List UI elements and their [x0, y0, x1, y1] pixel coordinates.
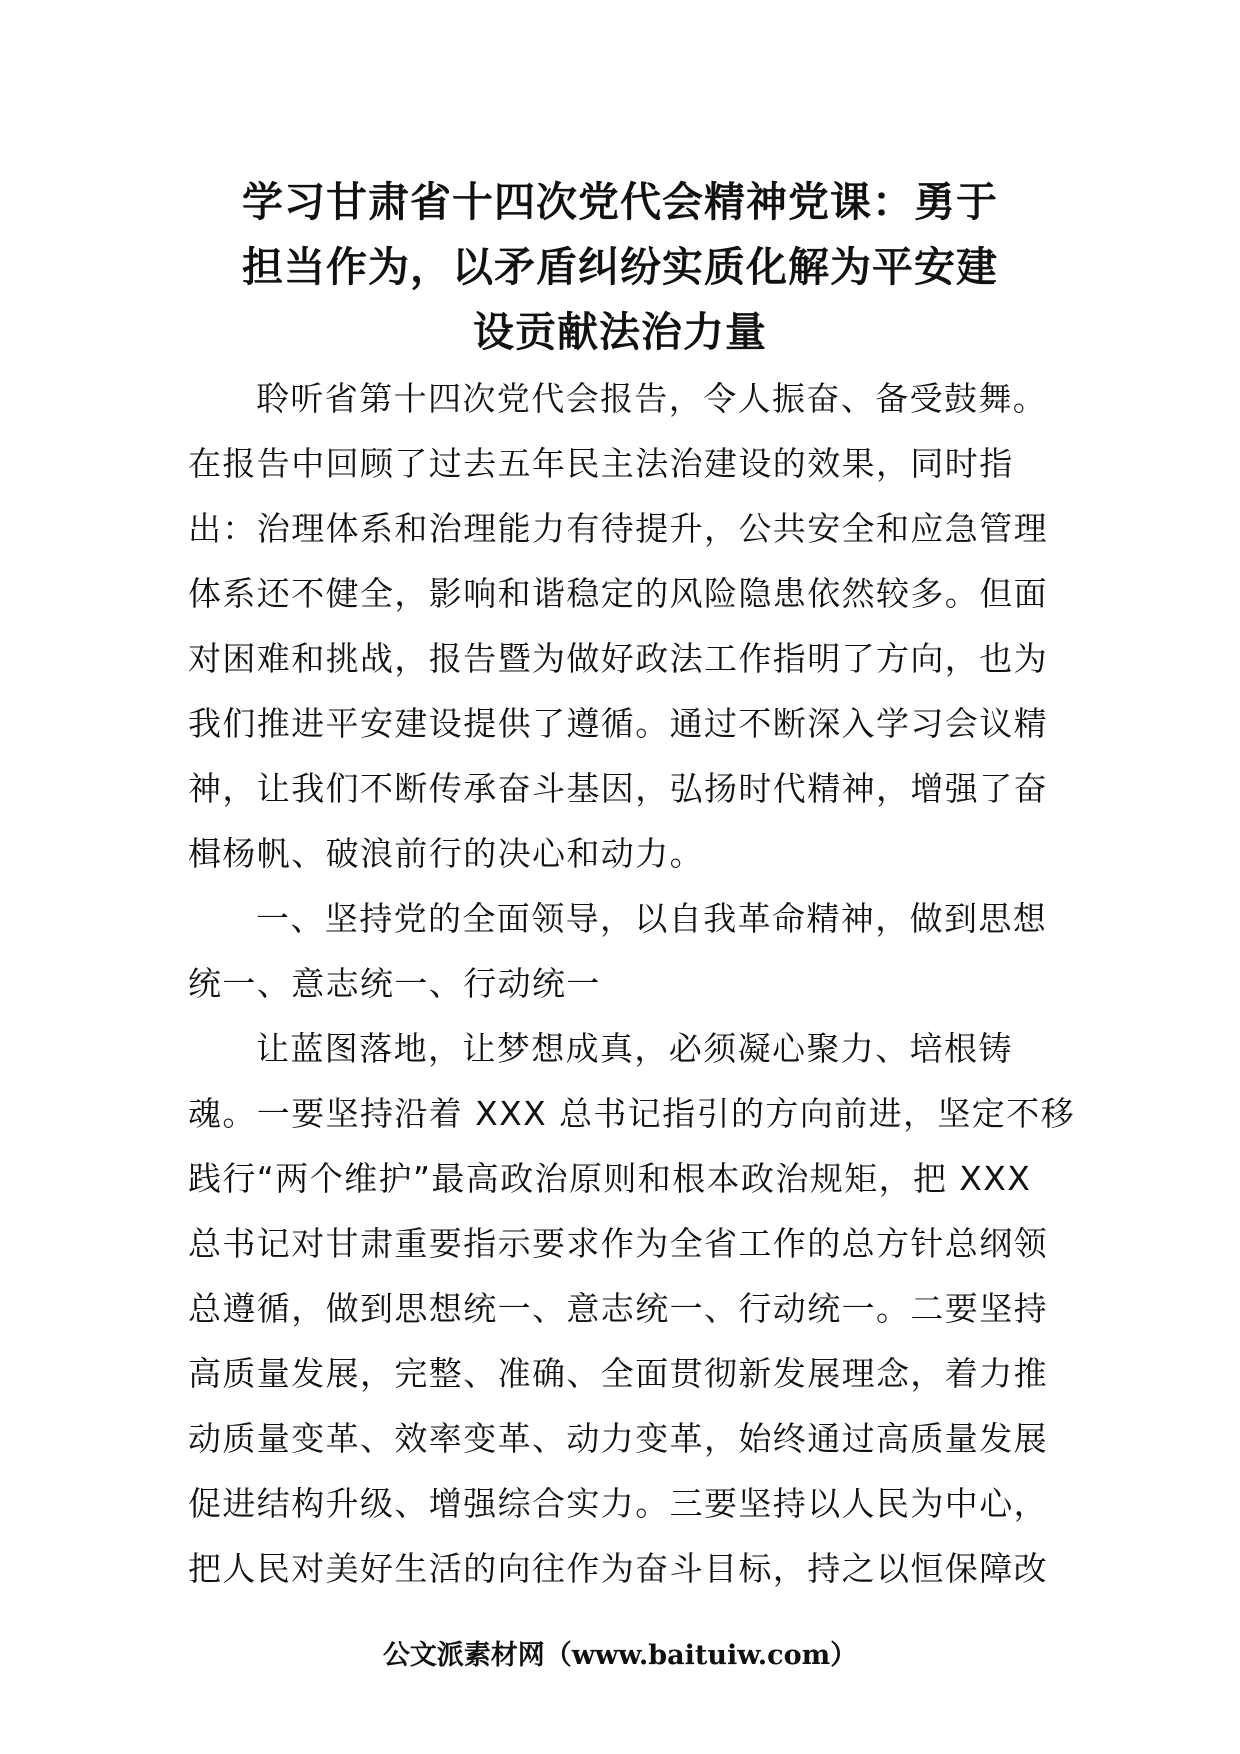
paragraph-line: 总书记对甘肃重要指示要求作为全省工作的总方针总纲领: [188, 1224, 1048, 1263]
footer-watermark: 公文派素材网（www.baituiw.com）: [382, 1640, 858, 1671]
paragraph-line: 神，让我们不断传承奋斗基因，弘扬时代精神，增强了奋: [188, 769, 1048, 808]
paragraph-line: 体系还不健全，影响和谐稳定的风险隐患依然较多。但面: [188, 574, 1048, 613]
paragraph-line: 让蓝图落地，让梦想成真，必须凝心聚力、培根铸: [256, 1029, 1013, 1068]
paragraph-line: 动质量变革、效率变革、动力变革，始终通过高质量发展: [188, 1419, 1048, 1458]
title-line-2: 担当作为，以矛盾纠纷实质化解为平安建: [242, 243, 998, 291]
paragraph-line: 总遵循，做到思想统一、意志统一、行动统一。二要坚持: [188, 1289, 1048, 1328]
title-line-1: 学习甘肃省十四次党代会精神党课：勇于: [242, 178, 998, 226]
paragraph-line: 对困难和挑战，报告暨为做好政法工作指明了方向，也为: [188, 639, 1048, 678]
document-body: [188, 366, 1076, 1601]
title-line-3: 设贡献法治力量: [473, 308, 767, 356]
paragraph-line: 高质量发展，完整、准确、全面贯彻新发展理念，着力推: [188, 1354, 1048, 1393]
paragraph-line: 把人民对美好生活的向往作为奋斗目标，持之以恒保障改: [188, 1549, 1048, 1588]
paragraph-line: 促进结构升级、增强综合实力。三要坚持以人民为中心，: [188, 1484, 1048, 1523]
document-title: [150, 170, 1090, 365]
paragraph-line: 魂。一要坚持沿着 XXX 总书记指引的方向前进，坚定不移: [188, 1094, 1076, 1133]
section-heading-1: [188, 886, 1068, 1016]
paragraph-line: 楫杨帆、破浪前行的决心和动力。: [188, 834, 704, 873]
section-paragraph-1: [188, 1016, 1076, 1601]
paragraph-line: 我们推进平安建设提供了遵循。通过不断深入学习会议精: [188, 704, 1048, 743]
heading-line: 一、坚持党的全面领导，以自我革命精神，做到思想: [256, 899, 1048, 938]
paragraph-line: 聆听省第十四次党代会报告，令人振奋、备受鼓舞。: [256, 379, 1048, 418]
heading-line: 统一、意志统一、行动统一: [188, 964, 601, 1003]
intro-paragraph: [188, 366, 1068, 886]
paragraph-line: 在报告中回顾了过去五年民主法治建设的效果，同时指: [188, 444, 1014, 483]
paragraph-line: 出：治理体系和治理能力有待提升，公共安全和应急管理: [188, 509, 1048, 548]
paragraph-line: 践行“两个维护”最高政治原则和根本政治规矩，把 XXX: [188, 1159, 1032, 1198]
